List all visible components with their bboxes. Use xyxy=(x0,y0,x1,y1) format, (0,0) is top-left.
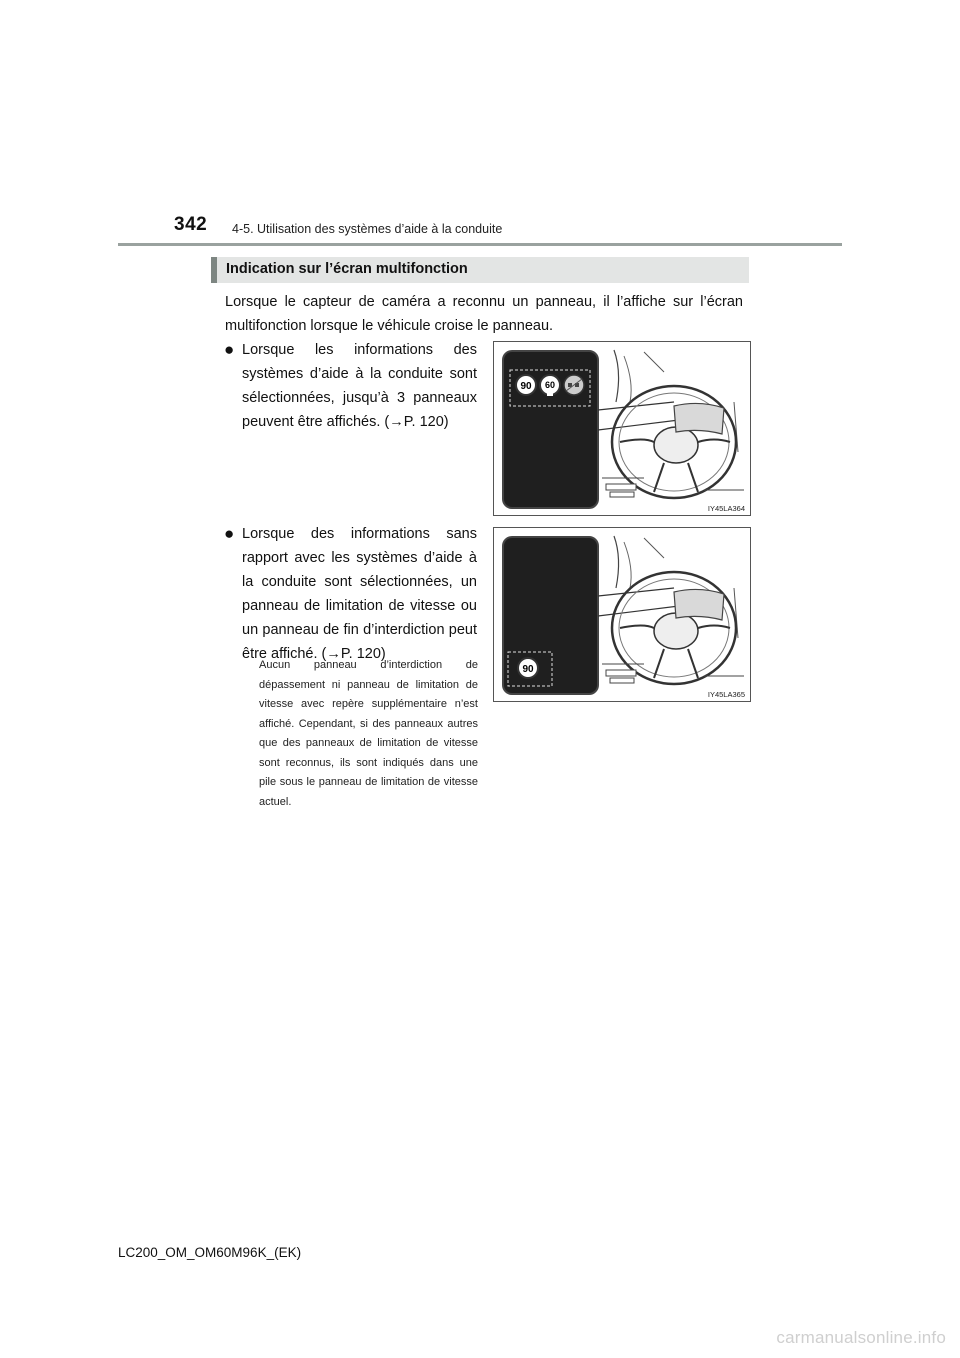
note-paragraph: Aucun panneau d’interdiction de dépassement ni panneau de limitation de vitesse avec repère supplémentaire n’est affiché. Cependant, si des panneaux autres que des panneaux de limitation de vitesse sont reconnus, ils sont indiqués dans une pile sous le panneau de limitation de vitesse actuel. xyxy=(259,659,478,808)
steering-wheel-icon xyxy=(612,572,736,684)
section-heading-bar xyxy=(211,257,749,283)
watermark: carmanualsonline.info xyxy=(776,1328,946,1347)
section-marker xyxy=(211,257,217,283)
cluster-highlight xyxy=(674,403,724,434)
svg-text:90: 90 xyxy=(520,381,532,392)
chapter-title: 4-5. Utilisation des systèmes d’aide à la conduite xyxy=(232,222,503,236)
bullet-dot-icon: ● xyxy=(224,340,235,359)
bullet-text: Lorsque des informations sans rapport avec les systèmes d’aide à la conduite sont sélectionnées, un panneau de limitation de vitesse ou un panneau de fin d’interdiction peut être affiché. (→P. 120) xyxy=(242,526,477,662)
bullet-dot-icon: ● xyxy=(224,524,235,543)
footer-document-code: LC200_OM_OM60M96K_(EK) xyxy=(118,1245,302,1260)
display-panel xyxy=(503,537,598,694)
svg-text:60: 60 xyxy=(544,380,556,390)
svg-text:90: 90 xyxy=(522,664,534,675)
page-number: 342 xyxy=(174,214,208,235)
bullet-text: Lorsque les informations des systèmes d’aide à la conduite sont sélectionnées, jusqu’à 3 panneaux peuvent être affichés. (→P. 120) xyxy=(242,342,477,430)
figure-single-sign-display xyxy=(493,527,751,702)
speed-sign-icon xyxy=(540,375,560,396)
section-title: Indication sur l’écran multifonction xyxy=(226,261,468,277)
speed-sign-icon xyxy=(516,375,536,395)
end-of-restriction-sign-icon xyxy=(564,375,584,395)
speed-sign-icon xyxy=(518,658,538,678)
steering-wheel-icon xyxy=(612,386,736,498)
figure-code: IY45LA365 xyxy=(707,690,745,699)
intro-paragraph: Lorsque le capteur de caméra a reconnu un panneau, il l’affiche sur l’écran multifonction lorsque le véhicule croise le panneau. xyxy=(225,294,743,334)
figure-code: IY45LA364 xyxy=(707,504,745,513)
figure-multi-sign-display xyxy=(493,341,751,516)
header-divider xyxy=(118,243,842,246)
dashboard-illustration xyxy=(494,342,750,515)
dashboard-illustration xyxy=(494,528,750,701)
cluster-highlight xyxy=(674,589,724,620)
